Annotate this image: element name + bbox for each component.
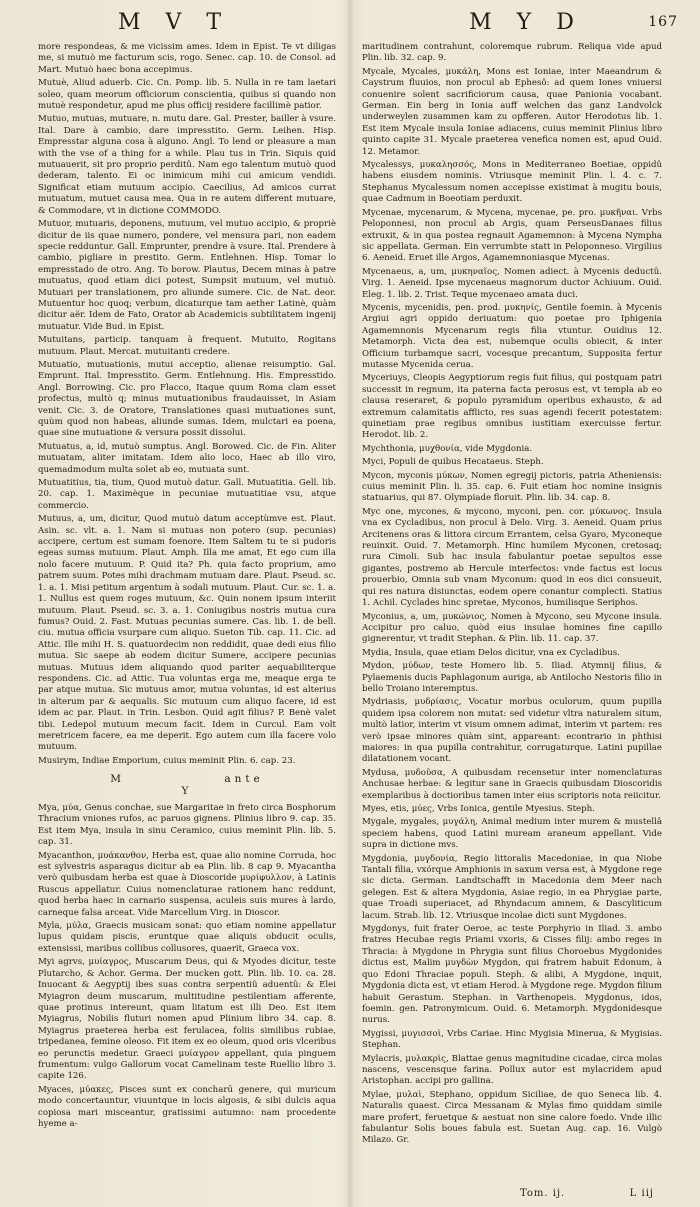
dictionary-entry: Mya, μύα, Genus conchae, sue Margaritae in freto circa Bosphorum Thracium vniones rufos, ac paruos gignens. Plinius libro 9. cap. 35. Est item Mya, insula in sinu Ceramico, cuius meminit Plin. lib. 5. cap. 31. [38,803,336,848]
left-running-title: M V T [117,10,231,35]
dictionary-entry: Mydon, μύδων, teste Homero lib. 5. Iliad. Atymnij filius, & Pylaemenis ducis Paphlagonum auriga, ab Antilocho Nestoris filio in bello Troiano interemptus. [362,661,662,694]
dictionary-entry: Mygdonia, μυγδονία, Regio littoralis Macedoniae, in qua Niobe Tantali filia, vxórque Amphionis in saxum versa est, à Mygdone rege sic dicta. German. Landtschafft in Macedonia dem Meer nach gelegen. Est & altera Mygdonia, Asiae regio, in ea Phrygiae parte, quae Troadi superiacet, ad Rhyndacum amnem, & Dascyliticum lacum. Strab. lib. 12. Vtriusque incolae dicti sunt Mygdones. [362,853,662,921]
dictionary-entry: Mutuus, a, um, dicitur, Quod mutuò datum acceptùmve est. Plaut. Asin. sc. vlt. a. 1. Nam si mutuas non potero (sup. pecunias) accipere, certum est sumam foenore. Item Saltem tu te si pudoris egeas sumas mutuum. Plaut. Amph. Illa me amat, Et ego cum illa nolo facere mutuum. P. Quid ita? Ph. quia facto proprium, amo patrem suum. Potes mihi drachmam mutuam dare. Plaut. Pseud. sc. 1. a. 1. Misi petitum argentum à sodali mutuum. Plaut. Cur. sc. 1. a. 1. Nullus est quem roges mutuum, &c. Quin nonem ipsum interiit mutuum. Plaut. Pseud. sc. 3. a. 1. Coniugibus nostris mutua cura fumus? Ouid. 2. Fast. Mutuas pecunias sumere. Cas. lib. 1. de bell. ciu. mutua officia vsurpare cum aliquo. Sueton Tib. cap. 11. Cic. ad Attic. Ille mihi H. S. quatuordecim non reddidit, quae dedi eius filio mutua. Sic saepe ab eodem dicitur Sumere, accipere pecunias mutuas. Mutuus idem aliquando quod pariter aequabiliterque respondens. Cic. ad Attic. Tua voluntas erga me, meaque erga te par atque mutua. Sic mutuus amor, mutua voluntas, id est alterius in alterum par & aequalis. Sic mutuum cum aliquo facere, id est idem ac par. Plaut. in Trin. Lesbon. Quid agit filius? P. Benè valet tibi. Ledepol mutuum mecum facit. Idem in Curcul. Eam volt meretricem facere, ea me deperit. Ego autem cum illa facere volo mutuum. [38,514,336,753]
dictionary-entry: Mycenis, mycenidis, pen. prod. μυκηνίς, Gentile foemin. à Mycenis Argiui agri oppido deriuatum: quo poetae pro Iphigenia Agamemnonis Mycenarum regis filia vtuntur. Ouidius 12. Metamorph. Victa dea est, nubemque oculis obiecit, & inter Officium turbamque sacri, vocesque precantum, Supposita fertur mutasse Mycenida cerua. [362,302,662,370]
running-header [0,10,700,40]
dictionary-entry: Mycalessys, μυκαλησσός, Mons in Mediterraneo Boetiae, oppidû habens eiusdem nominis. Vtriusque meminit Plin. l. 4. c. 7. Stephanus Mycalessum nomen accepisse existimat à mugitu bouis, quae Cadmum in Boeotiam perduxit. [362,160,662,205]
division-ante: ante [224,773,264,786]
division-letter-y: Y [181,784,193,797]
dictionary-entry: Mutuor, mutuaris, deponens, mutuum, vel mutuo accipio, & propriè dicitur de iis quae numero, pondere, vel mensura pari, non eadem specie redduntur. Gall. Emprunter, prendre à vsure. Ital. Prendere à cambio, pigliare in prestito. Germ. Entlehnen. Hisp. Tomar lo empresstado de otro. Ang. To borow. Plautus, Decem minas à patre mutuatus, quod etiam dici potest, Sumpsit mutuum, vel mutuò. Mutuari per translationem, pro aliunde sumere. Cic. de Nat. deor. Mutuentur hoc quoq; verbum, dicaturque tam aether Latinè, quàm dicitur aër. Idem de Fato, Orator ab Academicis subtilitatem ingenij mutuatur. Vide Bud. in Epist. [38,219,336,332]
right-column [362,42,662,1192]
section-division-heading [38,774,336,797]
dictionary-entry: maritudinem contrahunt, coloremque rubrum. Reliqua vide apud Plin. lib. 32. cap. 9. [362,42,662,64]
dictionary-entry: Myc one, mycones, & mycono, myconi, pen. cor. μύκωνος. Insula vna ex Cycladibus, non procul à Delo. Virg. 3. Aeneid. Quam prius Arcitenens oras & littora circum Errantem, celsa Gyaro, Myconeque reuinxit. Ouid. 7. Metamorph. Hinc humilem Myconen, cretosaq; rura Cimoli. Sub hac insula fabulantur poetae sepultos esse gigantes, postremo ab Hercule interfectos: vnde factus est locus prouerbio, Omnia sub vnam Myconum: quod in eos dici consueuit, qui res natura disiunctas, eodem opere conantur complecti. Statius 1. Achil. Cyclades hinc spretae, Myconos, humilisque Seriphos. [362,506,662,609]
left-column [38,42,336,1192]
dictionary-entry: Mycenaeus, a, um, μυκηναῖος, Nomen adiect. à Mycenis deductû. Virg. 1. Aeneid. Ipse mycenaeus magnorum ductor Achiuum. Ouid. Eleg. 1. lib. 2. Trist. Teque mycenaeo amata duci. [362,266,662,300]
dictionary-entry: Myacanthon, μυάκανθον, Herba est, quae alio nomine Corruda, hoc est sylvestris asparagus dicitur ab ea Plin. lib. 8 cap 9. Myacantha verò quibusdam herba est quae à Dioscoride μυρίφυλλον, à Latinis Ruscus appellatur. Cuius nomenclaturae rationem hanc reddunt, quod herba haec in carnario suspensa, aculeis suis mures à lardo, carneque falsa arceat. Vide Marcellum Virg. in Dioscor. [38,850,336,918]
dictionary-entry: Myaces, μύακες, Pisces sunt ex concharū genere, qui muricum modo concertauntur, viuuntque in locis algosis, & sibi dulcis aqua copiosa mari misceantur, gratissimi autumno: nam procedente hyeme a- [38,1084,336,1129]
catchword: L iij [629,1188,654,1199]
dictionary-entry: Mutuatus, a, id, mutuò sumptus. Angl. Borowed. Cic. de Fin. Aliter mutuatam, aliter imitatam. Idem alio loco, Haec ab illo viro, quemadmodum multa solet ab eo, mutuata sunt. [38,441,336,475]
dictionary-entry: Mutuè, Aliud aduerb. Cic. Cn. Pomp. lib. 5. Nulla in re tam laetari soleo, quam meorum officiorum conscientia, quibus si quando non mutuè respondetur, apud me plus officij residere facillimè patior. [38,78,336,112]
dictionary-entry: Mutuo, mutuas, mutuare, n. mutu dare. Gal. Prester, bailler à vsure. Ital. Dare à cambio, dare impresstito. Germ. Leihen. Hisp. Empresstar alguna cosa à alguno. Angl. To lend or pleasure a man with the vse of a thing for a while. Plau tus in Trin. Siquis quid mutuauerit, sit pro proprio perditû. Nam ego talentum mutuò quod dederam, talento. Ei oc inimicum mihi cui amicum vendidi. Significat etiam mutuum accipio. Caecilius, Ad amicos currat mutuatum, mutuet causa mea. Qua in re autem different mutuare, & Commodare, vt in dictione COMMODO. [38,114,336,216]
dictionary-entry: Mydia, Insula, quae etiam Delos dicitur, vna ex Cycladibus. [362,647,620,658]
dictionary-entry: Mycenae, mycenarum, & Mycena, mycenae, pe. pro. μυκῆναι. Vrbs Peloponnesi, non procul ab Argis, quam PerseusDanaes filius extruxit, & in qua postea regnauit Agamemnon: à Mycena Nympha sic appellata. German. Ein verrumbte statt in Peloponneso. Virgilius 6. Aeneid. Eruet ille Argos, Agamemnoniasque Mycenas. [362,207,662,264]
dictionary-entry: Myla, μύλα, Graecis musicam sonat: quo etiam nomine appellatur lupus quidam piscis, eruntque quae aliquis obducit oculis, extensissi, maribus collibus collusores, quaerit, Graeca vox. [38,921,336,954]
dictionary-entry: Mutuitans, particip. tanquam à frequent. Mutuito, Rogitans mutuum. Plaut. Mercat. mutuitanti credere. [38,335,336,357]
dictionary-entry: Mylacris, μυλακρὶς, Blattae genus magnitudine cicadae, circa molas nascens, vescensque farina. Pollux autor est mylacridem apud Aristophan. accipi pro gallina. [362,1053,662,1087]
page-number: 167 [648,14,678,30]
dictionary-entry: Mygissi, μυγισσοὶ, Vrbs Cariae. Hinc Mygisia Minerua, & Mygisias. Stephan. [362,1028,662,1051]
dictionary-entry: Mycale, Mycales, μυκάλη, Mons est Ioniae, inter Maeandrum & Caystrum fluuios, non procul ab Ephesô: ad quem Iones vniuersi conuenire solent sacrificiorum causa, quae Panionia vocabant. German. Ein berg in Ionia auff welchen das ganz Landvolck underweylen zusammen kam zu opfferen. Autor Herodotus lib. 1. Est item Mycale insula Ioniae adiacens, cuius meminit Plinius libro quinto capite 31. Mycale praeterea venefica nomen est, apud Ouid. 12. Metamor. [362,66,662,157]
dictionary-entry: Myes, etis, μύες, Vrbs Ionica, gentile Myesius. Steph. [362,804,595,814]
division-letter-m: M [110,773,125,786]
dictionary-entry: Mutuatio, mutuationis, mutui acceptio, alienae reisumptio. Gal. Emprunt. Ital. Impresstito. Germ. Entlehnung. His. Empresstido. Angl. Borrowing. Cic. pro Flacco, Itaque quum Roma clam esset profectus, multò q; minus mutuationibus fraudauisset, in Asiam venit. Cic. 3. de Oratore, Translationes quasi mutuationes sunt, quùm quod non habeas, aliunde sumas. Idem, mulctari ea poena, quae sine mutuatione & versura possit dissolui. [38,359,336,439]
gutter-shadow [346,0,354,1207]
dictionary-entry: Mychthonia, μυχθονία, vide Mygdonia. [362,443,533,454]
signature-mark: Tom. ij. [520,1188,566,1199]
dictionary-entry: Myci, Populi de quibus Hecataeus. Steph. [362,457,544,468]
dictionary-entry: Musirym, Indiae Emporium, cuius meminit Plin. 6. cap. 23. [38,755,296,766]
dictionary-entry: Myceriuys, Cleopis Aegyptiorum regis fuit filius, qui postquam patri successit in regnum, ita paterna facta perosus est, vt templa ab eo clausa reseraret, & populo pyramidum operibus exhausto, & ad extremum calamitatis afflicto, res suas agendi fecerit potestatem: quinetiam prae regibus omnibus iustitiam exercuisse fertur. Herodot. lib. 2. [362,373,662,441]
dictionary-entry: Mygdonys, fuit frater Oeroe, ac teste Porphyrio in Iliad. 3. ambo fratres Hecubae regis Priami vxoris, & Cisses filij: ambo reges in Thracia: à Mygdone in Phrygia sunt filius Choroebus Mygdonides dictus est, Malim μυγδὼν Mygdon, qui fratrem habuit Edonum, à quo Edoni Thraciae populi. Steph. & alibi, A Mygdone, inquit, Mygdonia dicta est, vt etiam Herod. à Mygdone rege. Mygdon filium habuit Gerastum. Stephan. in Varthenopeis. Mygdonus, idos, foemin. gen. Patronymicum. Ouid. 6. Metamorph. Mygdonidesque nurus. [362,924,662,1026]
dictionary-entry: Mutuatitius, tia, tium, Quod mutuò datur. Gall. Mutuatitia. Gell. lib. 20. cap. 1. Maximèque in pecuniae mutuatitiae vsu, atque commercio. [38,478,336,511]
dictionary-entry: more respondeas, & me vicissim ames. Idem in Epist. Te vt diligas me, si mutuò me facturum scis, rogo. Senec. cap. 10. de Consol. ad Mart. Mutuò haec bona accepimus. [38,42,336,75]
dictionary-entry: Myi agrvs, μυίαγρος, Muscarum Deus, qui & Myodes dicitur, teste Plutarcho, & Achor. Germa. Der mucken gott. Plin. lib. 10. ca. 28. Inuocant & Aegyptij ibes suas contra serpentiû aduentû: & Elei Myiagron deum muscarum, multitudine pestilentiam afferente, quae protinus intereunt, quam litatum est illi Deo. Est item Myiagrus, Nobilis fluturi nomen apud Plinium libro 34. cap. 8. Myiagrus praeterea herba est ferulacea, foliis similibus rubiae, tripedanea, femine oleoso. Fit item ex eo oleum, quod oris vlceribus eo perunctis medetur. Graeci μυίαγρον appellant, quia pinguem frumentum: vulgo Gallorum vocat Camelinam teste Ruellio libro 3. capite 126. [38,957,336,1082]
dictionary-entry: Mygale, mygales, μυγάλη, Animal medium inter murem & mustellâ speciem habens, quod Latini muream araneum appellant. Vide supra in dictione mvs. [362,817,662,851]
dictionary-entry: Mydusa, μυδοῦσα, A quibusdam recensetur inter nomenclaturas Anchusae herbae: & legitur sane in Graecis quibusdam Dioscoridis exemplaribus à doctioribus tamen inter eius scriptoris nota reiicitur. [362,767,662,801]
dictionary-entry: Mydriasis, μυδρίασις, Vocatur morbus oculorum, quum pupilla quidem ipsa colorem non mutat: sed videtur vltra naturalem situm, multò latior, interim vt visum omnem adimat, interim vt partem: res verò ipsae minores quàm sint, appareant: econtrario in phthisi maiores: in qua pupilla contrahitur, corrugaturque. Latini pupillae dilatationem vocant. [362,697,662,765]
dictionary-entry: Mycon, myconis μύκων, Nomen egregij pictoris, patria Atheniensis: cuius meminit Plin. li. 35. cap. 6. Fuit etiam hoc nomine insignis statuarius, qui 87. Olympiade floruit. Plin. lib. 34. cap. 8. [362,470,662,504]
dictionary-entry: Mylae, μυλαὶ, Stephano, oppidum Siciliae, de quo Seneca lib. 4. Naturalis quaest. Circa Messanam & Mylas fimo quiddam simile mare profert, feruetque & aestuat non sine calore foedo. Vnde illic fabulantur Solis boues fabula est. Suetan Aug. cap. 16. Vulgò Milazo. Gr. [362,1089,662,1146]
dictionary-entry: Myconius, a, um, μυκώνιος, Nomen à Mycono, seu Mycone insula. Accipitur pro caluo, quòd eius insulae homines fine capillo gignerentur, vt tradit Stephan. & Plin. lib. 11. cap. 37. [362,611,662,645]
right-running-title: M Y D [469,10,583,35]
